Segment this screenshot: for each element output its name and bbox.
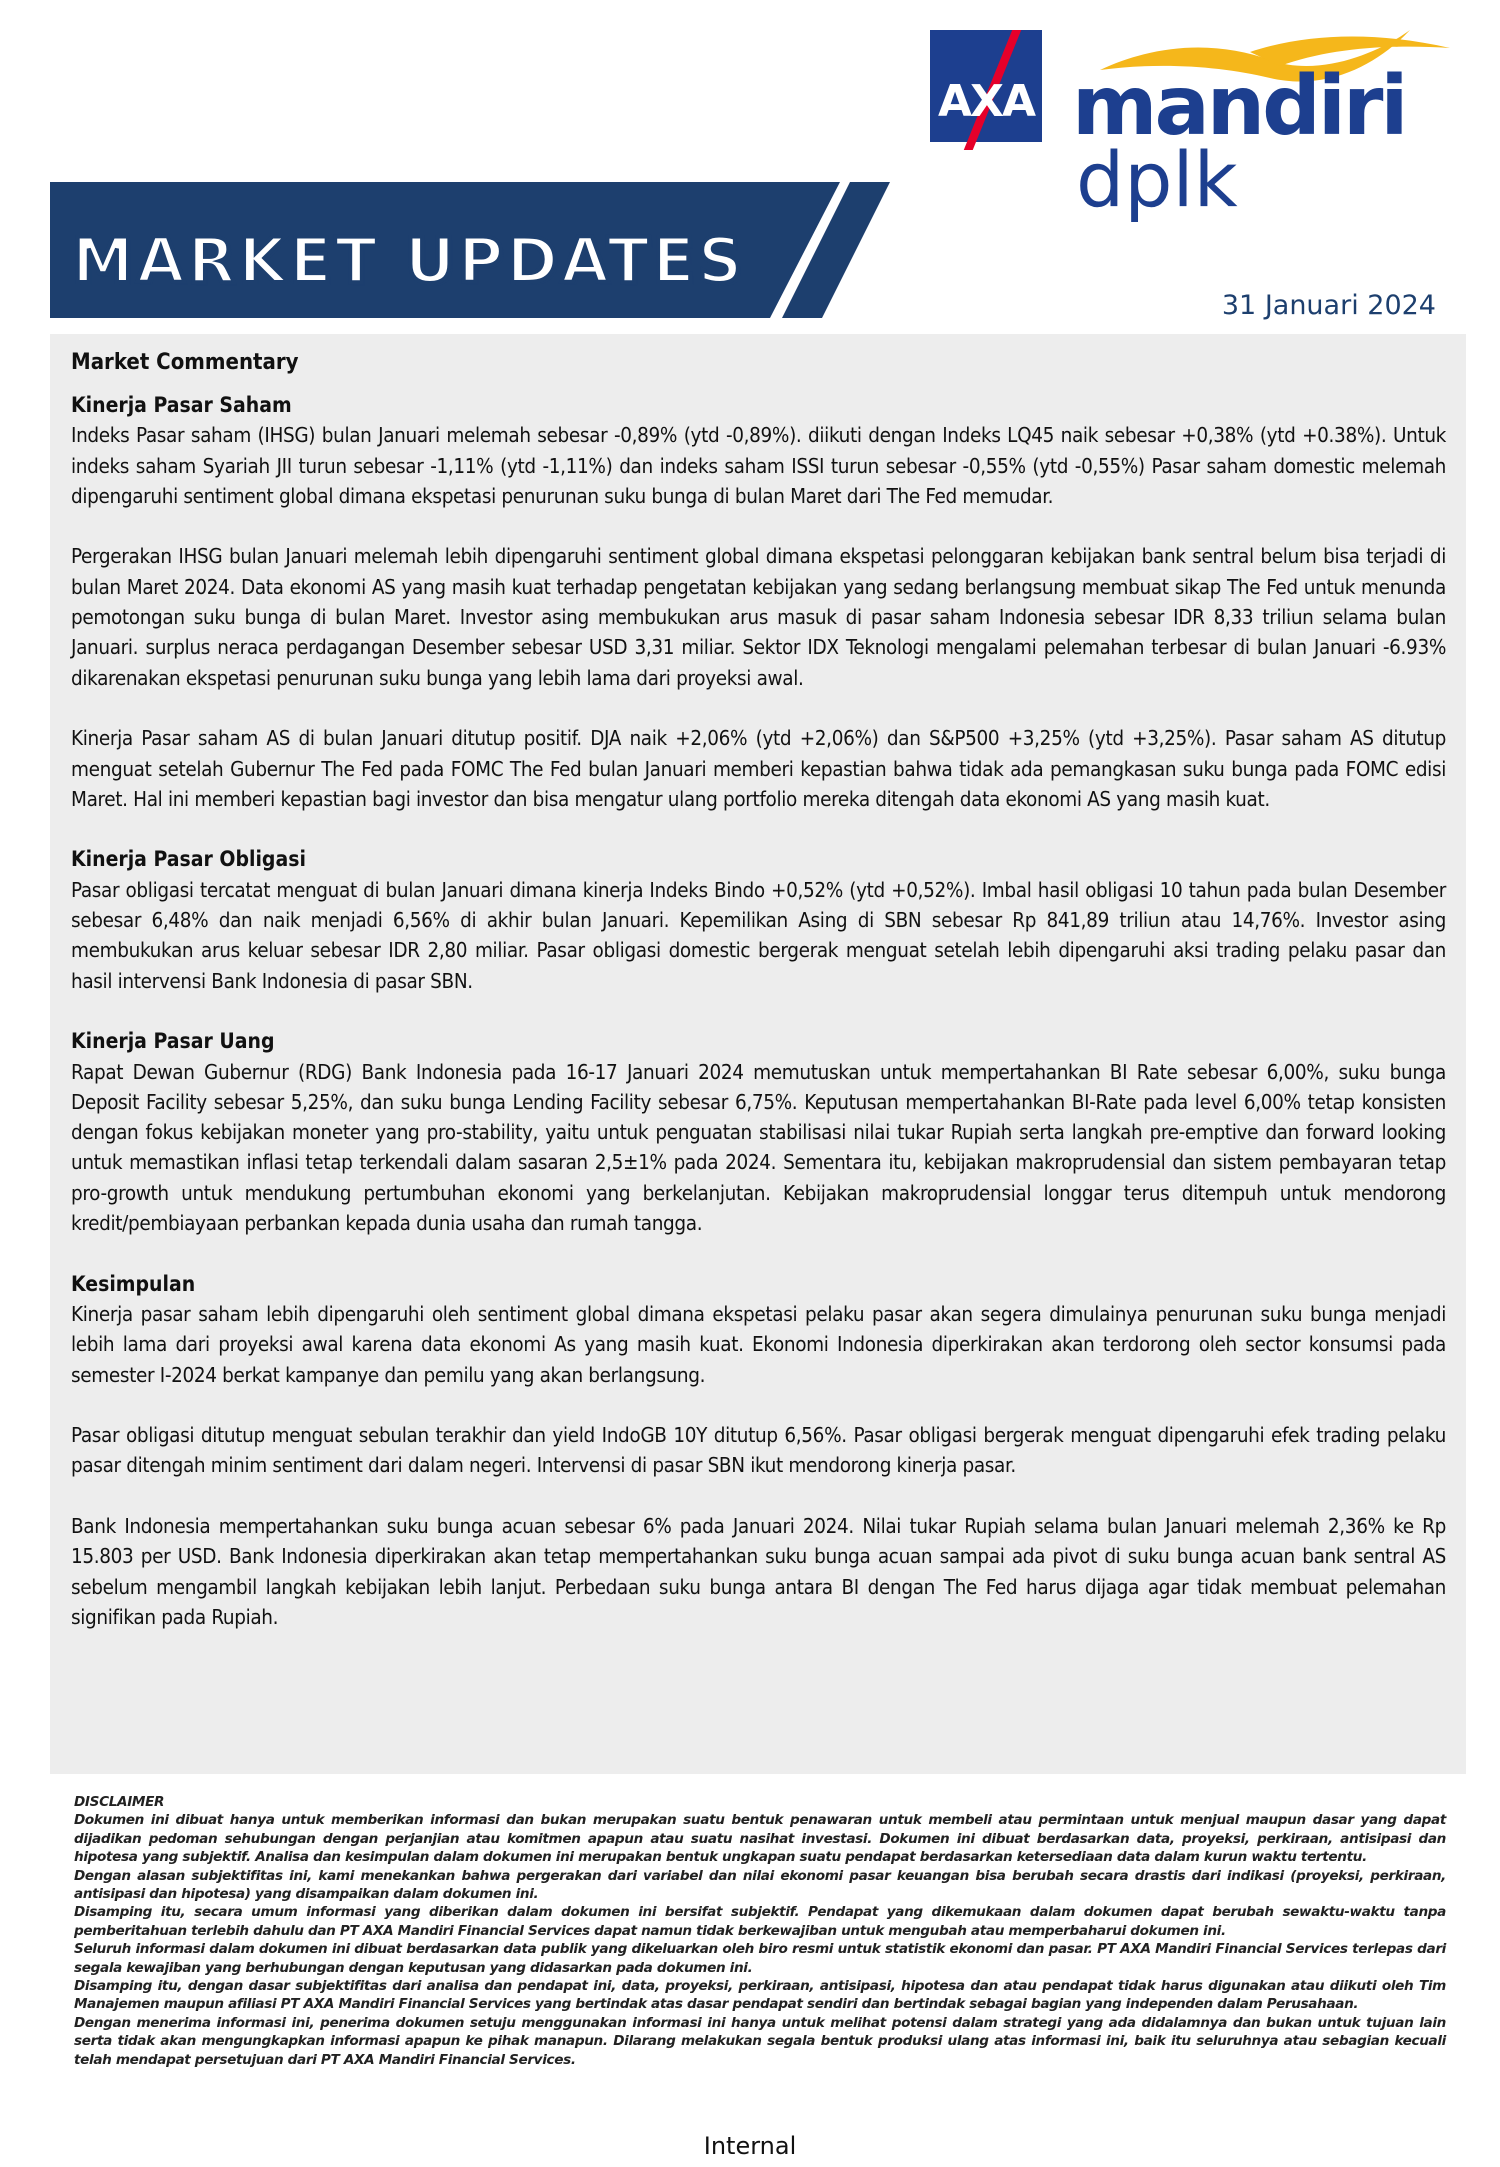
footer-classification: Internal <box>703 2132 797 2160</box>
kesimpulan-paragraph-1: Kinerja pasar saham lebih dipengaruhi oleh sentiment global dimana ekspetasi pelaku pasar akan segera dimulainya penurunan suku bunga menjadi lebih lama dari proyeksi awal karena data ekonomi As yang masih kuat. Ekonomi Indonesia diperkirakan akan terdorong oleh sector konsumsi pada semester I-2024 berkat kampanye dan pemilu yang akan berlangsung. <box>71 1301 1446 1387</box>
kesimpulan-paragraph-2: Pasar obligasi ditutup menguat sebulan terakhir dan yield IndoGB 10Y ditutup 6,56%. Pasar obligasi bergerak menguat dipengaruhi efek trading pelaku pasar ditengah minim sentiment dari dalam negeri. Intervensi di pasar SBN ikut mendorong kinerja pasar. <box>71 1423 1446 1478</box>
uang-paragraph-1: Rapat Dewan Gubernur (RDG) Bank Indonesia pada 16-17 Januari 2024 memutuskan untuk mempertahankan BI Rate sebesar 6,00%, suku bunga Deposit Facility sebesar 5,25%, dan suku bunga Lending Facility sebesar 6,75%. Keputusan mempertahankan BI-Rate pada level 6,00% tetap konsisten dengan fokus kebijakan moneter yang pro-stability, yaitu untuk penguatan stabilisasi nilai tukar Rupiah serta langkah pre-emptive dan forward looking untuk memastikan inflasi tetap terkendali dalam sasaran 2,5±1% pada 2024. Sementara itu, kebijakan makroprudensial dan sistem pembayaran tetap pro-growth untuk mendukung pertumbuhan ekonomi yang berkelanjutan. Kebijakan makroprudensial longgar terus ditempuh untuk mendorong kredit/pembiayaan perbankan kepada dunia usaha dan rumah tangga. <box>71 1059 1446 1236</box>
company-logo <box>930 22 1470 222</box>
saham-paragraph-2: Pergerakan IHSG bulan Januari melemah lebih dipengaruhi sentiment global dimana ekspetasi pelonggaran kebijakan bank sentral belum bisa terjadi di bulan Maret 2024. Data ekonomi AS yang masih kuat terhadap pengetatan kebijakan yang sedang berlangsung membuat sikap The Fed untuk menunda pemotongan suku bunga di bulan Maret. Investor asing membukukan arus masuk di pasar saham Indonesia sebesar IDR 8,33 triliun selama bulan Januari. surplus neraca perdagangan Desember sebesar USD 3,31 miliar. Sektor IDX Teknologi mengalami pelemahan terbesar di bulan Januari -6.93% dikarenakan ekspetasi penurunan suku bunga yang lebih lama dari proyeksi awal. <box>71 544 1446 690</box>
market-commentary-section <box>50 334 1466 1774</box>
disclaimer-paragraph-6: Dengan menerima informasi ini, penerima dokumen setuju menggunakan informasi ini hanya untuk melihat potensi dalam strategi yang ada didalamnya dan bukan untuk tujuan lain serta tidak akan mengungkapkan informasi apapun ke pihak manapun. Dilarang melakukan segala bentuk produksi ulang atas informasi ini, baik itu seluruhnya atau sebagian kecuali telah mendapat persetujuan dari PT AXA Mandiri Financial Services. <box>74 2014 1446 2068</box>
saham-heading: Kinerja Pasar Saham <box>71 393 292 417</box>
disclaimer-paragraph-3: Disamping itu, secara umum informasi yang diberikan dalam dokumen ini bersifat subjektif. Pendapat yang dikemukaan dalam dokumen dapat berubah sewaktu-waktu tanpa pemberitahuan terlebih dahulu dan PT AXA Mandiri Financial Services dapat namun tidak berkewajiban untuk mengubah atau memperbaharui dokumen ini. <box>74 1904 1446 1939</box>
obligasi-paragraph-1: Pasar obligasi tercatat menguat di bulan Januari dimana kinerja Indeks Bindo +0,52% (ytd +0,52%). Imbal hasil obligasi 10 tahun pada bulan Desember sebesar 6,48% dan naik menjadi 6,56% di akhir bulan Januari. Kepemilikan Asing di SBN sebesar Rp 841,89 triliun atau 14,76%. Investor asing membukukan arus keluar sebesar IDR 2,80 miliar. Pasar obligasi domestic bergerak menguat setelah lebih dipengaruhi aksi trading pelaku pasar dan hasil intervensi Bank Indonesia di pasar SBN. <box>71 877 1446 993</box>
dplk-logo-text: dplk <box>1076 135 1238 224</box>
disclaimer-paragraph-2: Dengan alasan subjektifitas ini, kami menekankan bahwa pergerakan dari variabel dan nilai ekonomi pasar keuangan bisa berubah secara drastis dari indikasi (proyeksi, perkiraan, antisipasi dan hipotesa) yang disampaikan dalam dokumen ini. <box>74 1867 1446 1903</box>
page-title: MARKET UPDATES <box>72 224 746 297</box>
saham-paragraph-1: Indeks Pasar saham (IHSG) bulan Januari melemah sebesar -0,89% (ytd -0,89%). diikuti dengan Indeks LQ45 naik sebesar +0,38% (ytd +0.38%). Untuk indeks saham Syariah JII turun sebesar -1,11% (ytd -1,11%) dan indeks saham ISSI turun sebesar -0,55% (ytd -0,55%) Pasar saham domestic melemah dipengaruhi sentiment global dimana ekspetasi penurunan suku bunga di bulan Maret dari The Fed memudar. <box>71 423 1446 508</box>
mandiri-logo-text: mandiri <box>1072 59 1406 154</box>
kesimpulan-heading: Kesimpulan <box>71 1271 196 1296</box>
disclaimer-paragraph-4: Seluruh informasi dalam dokumen ini dibuat berdasarkan data publik yang dikeluarkan oleh biro resmi untuk statistik ekonomi dan pasar. PT AXA Mandiri Financial Services terlepas dari segala kewajiban yang berhubungan dengan keputusan yang didasarkan pada dokumen ini. <box>74 1941 1446 1976</box>
axa-logo <box>930 30 1042 142</box>
section-heading: Market Commentary <box>71 350 299 375</box>
disclaimer-paragraph-5: Disamping itu, dengan dasar subjektifitas dari analisa dan pendapat ini, data, proyeksi, perkiraan, antisipasi, hipotesa dan atau pendapat tidak harus digunakan atau diikuti oleh Tim Manajemen maupun afiliasi PT AXA Mandiri Financial Services yang bertindak atas dasar pendapat sendiri dan bertindak sebagai bagian yang independen dalam Perusahaan. <box>74 1978 1446 2013</box>
title-banner <box>50 182 890 318</box>
kesimpulan-paragraph-3: Bank Indonesia mempertahankan suku bunga acuan sebesar 6% pada Januari 2024. Nilai tukar Rupiah selama bulan Januari melemah 2,36% ke Rp 15.803 per USD. Bank Indonesia diperkirakan akan tetap mempertahankan suku bunga acuan sampai ada pivot di suku bunga acuan bank sentral AS sebelum mengambil langkah kebijakan lebih lanjut. Perbedaan suku bunga antara BI dengan The Fed harus dijaga agar tidak membuat pelemahan signifikan pada Rupiah. <box>71 1513 1446 1629</box>
uang-heading: Kinerja Pasar Uang <box>71 1029 275 1054</box>
disclaimer-heading: DISCLAIMER <box>74 1794 165 1810</box>
report-date: 31 Januari 2024 <box>1221 290 1436 321</box>
saham-paragraph-3: Kinerja Pasar saham AS di bulan Januari ditutup positif. DJA naik +2,06% (ytd +2,06%) dan S&P500 +3,25% (ytd +3,25%). Pasar saham AS ditutup menguat setelah Gubernur The Fed pada FOMC The Fed bulan Januari memberi kepastian bahwa tidak ada pemangkasan suku bunga pada FOMC edisi Maret. Hal ini memberi kepastian bagi investor dan bisa mengatur ulang portfolio mereka ditengah data ekonomi AS yang masih kuat. <box>71 726 1446 811</box>
axa-logo-text: AXA <box>938 76 1035 127</box>
disclaimer-section <box>74 1793 1446 2069</box>
disclaimer-paragraph-1: Dokumen ini dibuat hanya untuk memberikan informasi dan bukan merupakan suatu bentuk penawaran untuk membeli atau permintaan untuk menjual maupun dasar yang dapat dijadikan pedoman sehubungan dengan perjanjian atau komitmen apapun atau suatu nasihat investasi. Dokumen ini dibuat berdasarkan data, proyeksi, perkiraan, antisipasi dan hipotesa yang subjektif. Analisa dan kesimpulan dalam dokumen ini merupakan bentuk ungkapan suatu pendapat berdasarkan ketersediaan data dalam kurun waktu tertentu. <box>74 1812 1446 1866</box>
obligasi-heading: Kinerja Pasar Obligasi <box>71 847 306 872</box>
